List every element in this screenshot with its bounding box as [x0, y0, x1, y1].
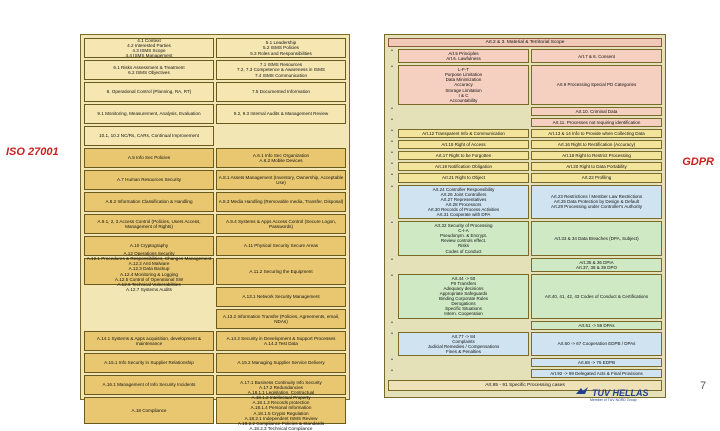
- bullet-marker: •: [391, 128, 393, 135]
- iso-27001-panel: [80, 34, 350, 431]
- gdpr-row: [388, 358, 662, 367]
- gdpr-article-left: Art.32 Security of Processing C-I-A Pseudonym. & Encrypt. Review controls effect. Risks Codes of Conduct: [398, 221, 529, 256]
- iso-cell: 10.1, 10.2 NC/Rs, CARs, Continual Improvement: [84, 126, 214, 146]
- gdpr-panel: [384, 34, 666, 398]
- iso-cell: A.10 Cryptography: [84, 236, 214, 256]
- iso-cell: A.18 Compliance: [84, 397, 214, 424]
- gdpr-article-right: Art.35 & 36 DPIA Art.37, 38 & 39 DPO: [531, 258, 662, 272]
- gdpr-article-right: Art.23 Restrictions / Member Law Restrictions Art.25 Data Protection by Design & Default Art.29 Processing under Controller's Authority: [531, 185, 662, 220]
- gdpr-article-right: Art.68 -> 76 EDPB: [531, 358, 662, 367]
- tuv-hellas-logo: TUV HELLAS: [592, 388, 649, 398]
- bullet-marker: •: [391, 256, 393, 263]
- iso-cell: A.15.2 Managing Supplier Service Delivery: [216, 353, 346, 373]
- gdpr-article-left: [398, 118, 529, 127]
- iso-cell: 4.1 Context 4.2 Interested Parties 4.3 ISMS Scope 4.4 ISMS Management: [84, 38, 214, 58]
- gdpr-article-left: [398, 369, 529, 378]
- iso-cell: A.8.3 Media Handling (Removable media, Transfer, Disposal): [216, 192, 346, 212]
- gdpr-article-right: Art.20 Right to Data Portability: [531, 162, 662, 171]
- gdpr-article-left: Art.19 Notification Obligation: [398, 162, 529, 171]
- gdpr-article-left: Art.15 Right of Access: [398, 140, 529, 149]
- iso-cell: 5.1 Leadership 5.2 ISMS Policies 5.3 Roles and Responsibilities: [216, 38, 346, 58]
- tuv-hellas-tagline: Member of TUV NORD Group: [590, 398, 637, 402]
- gdpr-rows: [388, 49, 662, 378]
- iso-cell: A.12.1 Procedures & Responsibilities, Changes Management A.12.2 Anti Malware A.12.3 Data Backup A.12.4 Monitoring & Logging A.12.5 Control of Operational SW A.12.6 Technical Vulnerabilities A.12.7 Systems Audits: [84, 258, 214, 285]
- page-number: 7: [700, 380, 707, 392]
- iso-cell: A.5 Info Sec Policies: [84, 148, 214, 168]
- bullet-marker: •: [391, 319, 393, 326]
- gdpr-article-right: Art.18 Right to Restrict Processing: [531, 151, 662, 160]
- bullet-marker: •: [391, 64, 393, 71]
- iso-cell: A.14.2 Security in Development & Support Processes A.14.3 Test Data: [216, 331, 346, 351]
- gdpr-article-right: Art.13 & 14 Info to Provide when Collecting Data: [531, 129, 662, 138]
- iso-cell: A.8.1 Assets Management (Inventory, Ownership, Acceptable Use): [216, 170, 346, 190]
- bullet-marker: •: [391, 48, 393, 54]
- gdpr-row: [388, 221, 662, 256]
- gdpr-article-left: Art.24 Controller Responsibility Art.26 Joint Controllers Art.27 Representatives Art.28 Processors Art.30 Records of Process Activities Art.31 Cooperate with DPA: [398, 185, 529, 220]
- gdpr-row: [388, 140, 662, 149]
- iso-cell: [216, 126, 346, 146]
- iso-cell: A.16.1 Management of Info Security Incidents: [84, 375, 214, 395]
- gdpr-row: [388, 65, 662, 105]
- gdpr-article-left: Art.17 Right to be Forgotten: [398, 151, 529, 160]
- iso-cell: 6.1 Risks Assessment & Treatment 6.2 ISMS Objectives: [84, 60, 214, 80]
- gdpr-row: [388, 129, 662, 138]
- gdpr-article-right: Art.10. Criminal Data: [531, 107, 662, 116]
- iso-cell: [84, 287, 214, 307]
- gdpr-article-left: [398, 321, 529, 330]
- gdpr-row: [388, 274, 662, 319]
- iso-cell: A.9.1, 2, 3 Access Control (Policies, Users Access, Management of Rights): [84, 214, 214, 234]
- iso-grid: [84, 37, 346, 431]
- gdpr-article-right: Art.51 -> 59 DPAs: [531, 321, 662, 330]
- gdpr-article-right: Art.9 Processing Special PD Categories: [531, 65, 662, 105]
- iso-cell: A.17.1 Business Continuity Info Security A.17.2 Redundancies: [216, 375, 346, 395]
- bullet-marker: •: [391, 368, 393, 375]
- gdpr-row: [388, 107, 662, 116]
- gdpr-row: [388, 173, 662, 182]
- tuv-logo-icon: [575, 386, 589, 396]
- iso-cell: A.13.1 Network Security Management: [216, 287, 346, 307]
- gdpr-article-right: Art.16 Right to Rectification (Accuracy): [531, 140, 662, 149]
- gdpr-article-left: [398, 358, 529, 367]
- iso-cell: 7.1 ISMS Resources 7.2, 7.3 Competence & Awareness in ISMS 7.4 ISMS Communication: [216, 60, 346, 80]
- iso-cell: A.7 Human Resources Security: [84, 170, 214, 190]
- iso-cell: 7.5 Documented Information: [216, 82, 346, 102]
- iso-cell: A.14.1 Systems & Apps acquisition, development & maintenance: [84, 331, 214, 351]
- iso-cell: A.11 Physical Security Secure Areas: [216, 236, 346, 256]
- gdpr-row: [388, 162, 662, 171]
- bullet-marker: •: [391, 116, 393, 123]
- gdpr-scope-header: Art.2 & 3. Material & Territorial Scope: [388, 38, 662, 47]
- gdpr-specific-processing: Art.85 - 91 Specific Processing cases: [388, 380, 662, 391]
- gdpr-row: [388, 185, 662, 220]
- gdpr-row: [388, 332, 662, 356]
- iso-cell: 9.2, 9.3 Internal Audits & Management Review: [216, 104, 346, 124]
- gdpr-article-right: Art.60 -> 67 Cooperation EDPB / DPAs: [531, 332, 662, 356]
- gdpr-article-right: Art.7 & 8. Consent: [531, 49, 662, 63]
- bullet-marker: •: [391, 150, 393, 157]
- gdpr-article-right: Art.22 Profiling: [531, 173, 662, 182]
- bullet-marker: •: [391, 357, 393, 364]
- gdpr-article-left: [398, 107, 529, 116]
- gdpr-article-right: Art.92 -> 99 Delegated Acts & Final Provisions: [531, 369, 662, 378]
- bullet-marker: •: [391, 105, 393, 112]
- bullet-marker: •: [391, 220, 393, 227]
- gdpr-article-left: [398, 258, 529, 272]
- iso-cell: A.13.2 Information Transfer (Policies, Agreements, email, NDAs): [216, 309, 346, 329]
- gdpr-row: [388, 258, 662, 272]
- gdpr-label: GDPR: [682, 156, 714, 168]
- gdpr-row: [388, 321, 662, 330]
- iso-27001-label: ISO 27001: [6, 146, 59, 158]
- bullet-marker: •: [391, 183, 393, 190]
- gdpr-article-left: Art.44 -> 50 PII Transfers Adequacy decisions Appropriate Safeguards Binding Corporate Rules Derogations Specific Situations Intern. Cooperation: [398, 274, 529, 319]
- gdpr-article-left: Art.21 Right to Object: [398, 173, 529, 182]
- gdpr-article-left: Art.5 Principles Art.6. Lawfulness: [398, 49, 529, 63]
- gdpr-row: [388, 369, 662, 378]
- bullet-marker: •: [391, 172, 393, 179]
- gdpr-article-right: Art.40, 41, 42, 43 Codes of Conduct & Certifications: [531, 274, 662, 319]
- iso-cell: [84, 309, 214, 329]
- bullet-marker: •: [391, 272, 393, 279]
- gdpr-row: [388, 49, 662, 63]
- bullet-marker: •: [391, 139, 393, 146]
- gdpr-article-left: Art.77 -> 84 Complaints Judicial Remedies / Compensations Fines & Penalties: [398, 332, 529, 356]
- iso-cell: 8. Operational Control (Planning, RA, RT): [84, 82, 214, 102]
- iso-cell: A.9.4 Systems & Apps Access Control (Secure Logon, Passwords): [216, 214, 346, 234]
- iso-cell: A.18.1.2 Intellectual Property A.18.1.3 Records protection A.18.1.4 Personal Information A.18.1.5 Crypto Regulation A.18.2.1 Independent ISMS Review A.18.2.2 Compliance Policies & Standards A.18.2.3 Technical Compliance: [216, 397, 346, 424]
- gdpr-article-left: Art.12 Transparent Info & Communication: [398, 129, 529, 138]
- iso-cell: A.11.2 Securing the Equipment: [216, 258, 346, 285]
- bullet-marker: •: [391, 161, 393, 168]
- gdpr-article-right: Art.33 & 34 Data Breaches (DPA, Subject): [531, 221, 662, 256]
- gdpr-article-left: L-F-T Purpose Limitation Data Minimization Accuracy Storage Limitation I & C Accountability: [398, 65, 529, 105]
- iso-cell: A.15.1 Info Security in Supplier Relationship: [84, 353, 214, 373]
- gdpr-article-right: Art.11. Processes not requiring identification: [531, 118, 662, 127]
- iso-cell: A.6.1 Info Sec Organization A.6.2 Mobile Devices: [216, 148, 346, 168]
- iso-cell: 9.1 Monitoring, Measurement, Analysis, Evaluation: [84, 104, 214, 124]
- gdpr-row: [388, 118, 662, 127]
- gdpr-row: [388, 151, 662, 160]
- bullet-marker: •: [391, 330, 393, 337]
- iso-cell: A.8.2 Information Classification & Handling: [84, 192, 214, 212]
